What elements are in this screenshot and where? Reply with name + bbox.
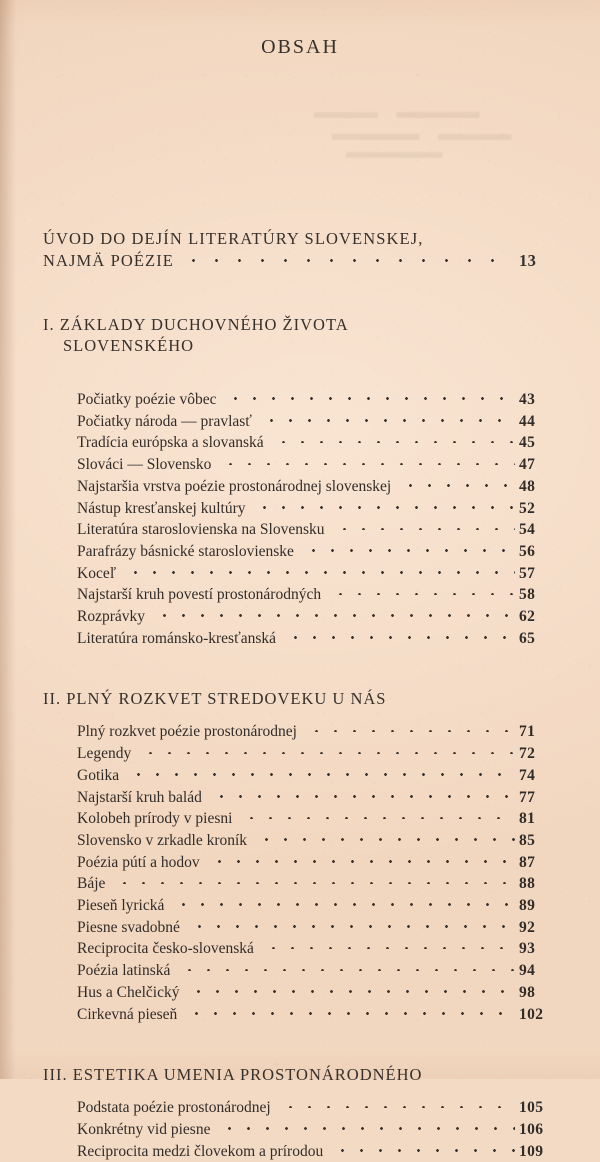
toc-entry-page: 77 xyxy=(519,788,536,806)
toc-entry-label: Poézia pútí a hodov xyxy=(77,853,200,871)
toc-entry[interactable] xyxy=(43,410,557,432)
toc-entry-page: 109 xyxy=(519,1142,544,1160)
toc-entry[interactable] xyxy=(43,432,557,454)
toc-entry-page: 52 xyxy=(519,499,536,517)
toc-entry-page: 45 xyxy=(519,434,536,452)
toc-entry[interactable] xyxy=(43,627,557,649)
toc-section-title-1-cont: SLOVENSKÉHO xyxy=(63,335,195,355)
toc-entry[interactable] xyxy=(43,389,557,411)
dot-leader xyxy=(182,249,511,266)
dot-leader xyxy=(174,895,515,911)
dot-leader xyxy=(255,497,515,513)
toc-entry[interactable] xyxy=(43,808,557,830)
toc-entry[interactable] xyxy=(43,519,557,541)
toc-entry-page: 92 xyxy=(519,918,536,936)
toc-entry-page: 48 xyxy=(519,477,536,495)
toc-section-number-3: III. xyxy=(43,1064,68,1084)
toc-entry-label: Literatúra románsko-kresťanská xyxy=(77,629,277,647)
toc-entry-page: 106 xyxy=(519,1120,544,1138)
spacer xyxy=(43,377,557,389)
toc-entry[interactable] xyxy=(43,721,557,743)
dot-leader xyxy=(307,721,515,737)
toc-entry-label: Literatúra staroslovienska na Slovensku xyxy=(77,521,325,539)
dot-leader xyxy=(333,1140,515,1156)
toc-entry[interactable] xyxy=(43,829,557,851)
toc-entry[interactable] xyxy=(43,981,557,1003)
dot-leader xyxy=(262,410,515,426)
toc-entry-list-2 xyxy=(43,721,557,1025)
toc-section-heading-3 xyxy=(43,1043,557,1085)
toc-entry-page: 56 xyxy=(519,542,536,560)
toc-entry-label: Podstata poézie prostonárodnej xyxy=(77,1099,271,1117)
toc-section-title-1: ZÁKLADY DUCHOVNÉHO ŽIVOTA xyxy=(59,314,349,334)
toc-entry-page: 57 xyxy=(519,564,536,582)
toc-section-title-3: ESTETIKA UMENIA PROSTONÁRODNÉHO xyxy=(72,1064,423,1084)
dot-leader xyxy=(257,829,515,845)
spacer xyxy=(43,1085,557,1097)
toc-entry-page: 72 xyxy=(519,745,536,763)
toc-section-heading-2 xyxy=(43,667,557,709)
toc-entry-label: Koceľ xyxy=(77,564,116,582)
dot-leader xyxy=(210,851,515,867)
dot-leader xyxy=(115,873,515,889)
toc-entry-page: 98 xyxy=(519,983,536,1001)
dot-leader xyxy=(141,743,515,759)
toc-entry-label: Pieseň lyrická xyxy=(77,897,165,915)
toc-entry-page: 54 xyxy=(519,521,536,539)
toc-entry[interactable] xyxy=(43,1140,557,1162)
toc-entry-label: Poézia latinská xyxy=(77,962,171,980)
toc-entry[interactable] xyxy=(43,1097,557,1119)
toc-entry[interactable] xyxy=(43,743,557,765)
toc-entry-label: Reciprocita česko-slovenská xyxy=(77,940,254,958)
toc-section-number-1: I. xyxy=(43,314,55,334)
toc-entry-page: 88 xyxy=(519,875,536,893)
toc-entry-label: Počiatky národa — pravlasť xyxy=(77,412,252,430)
toc-entry[interactable] xyxy=(43,851,557,873)
toc-entry[interactable] xyxy=(43,606,557,628)
toc-lead-entry-line2: NAJMÄ POÉZIE xyxy=(43,250,174,270)
toc-entry-label: Gotika xyxy=(77,766,120,784)
dot-leader xyxy=(304,540,515,556)
toc-section-heading-1 xyxy=(43,293,557,377)
toc-entry-label: Hus a Chelčický xyxy=(77,983,180,1001)
toc-entry-label: Legendy xyxy=(77,745,132,763)
toc-section-number-2: II. xyxy=(43,688,62,708)
toc-entry[interactable] xyxy=(43,1118,557,1140)
toc-entry-page: 102 xyxy=(519,1005,544,1023)
toc-lead-entry[interactable] xyxy=(43,228,557,271)
toc-entry-label: Báje xyxy=(77,875,106,893)
toc-entry-label: Najstarší kruh povestí prostonárodných xyxy=(77,586,322,604)
toc-entry[interactable] xyxy=(43,916,557,938)
dot-leader xyxy=(126,562,515,578)
dot-leader xyxy=(331,584,515,600)
toc-entry[interactable] xyxy=(43,938,557,960)
toc-entry-label: Reciprocita medzi človekom a prírodou xyxy=(77,1142,324,1160)
dot-leader xyxy=(264,938,515,954)
toc-entry-page: 71 xyxy=(519,723,536,741)
dot-leader xyxy=(335,519,515,535)
toc-entry-label: Slováci — Slovensko xyxy=(77,456,212,474)
dot-leader xyxy=(281,1097,515,1113)
toc-entry[interactable] xyxy=(43,454,557,476)
toc-entry-label: Nástup kresťanskej kultúry xyxy=(77,499,246,517)
spacer xyxy=(43,1025,557,1043)
toc-entry-page: 44 xyxy=(519,412,536,430)
dot-leader xyxy=(226,389,515,405)
toc-entry[interactable] xyxy=(43,540,557,562)
toc-lead-entry-page: 13 xyxy=(519,250,537,270)
toc-entry[interactable] xyxy=(43,475,557,497)
toc-entry[interactable] xyxy=(43,873,557,895)
toc-entry-page: 93 xyxy=(519,940,536,958)
toc-entry-page: 43 xyxy=(519,391,536,408)
dot-leader xyxy=(221,454,515,470)
toc-section-title-2: PLNÝ ROZKVET STREDOVEKU U NÁS xyxy=(66,688,387,708)
toc-entry-label: Parafrázy básnické staroslovienske xyxy=(77,542,294,560)
toc-entry-label: Počiatky poézie vôbec xyxy=(77,391,217,408)
table-of-contents xyxy=(43,228,557,1162)
toc-entry-page: 58 xyxy=(519,586,536,604)
toc-entry-list-1 xyxy=(43,389,557,649)
toc-entry-label: Rozprávky xyxy=(77,608,146,626)
toc-entry-label: Najstarší kruh balád xyxy=(77,788,202,806)
dot-leader xyxy=(189,981,515,997)
toc-entry-label: Slovensko v zrkadle kroník xyxy=(77,831,248,849)
toc-entry-page: 65 xyxy=(519,629,536,647)
toc-entry-page: 94 xyxy=(519,962,536,980)
toc-entry-page: 74 xyxy=(519,766,536,784)
toc-entry-page: 105 xyxy=(519,1099,544,1117)
toc-entry-label: Konkrétny vid piesne xyxy=(77,1120,211,1138)
toc-entry[interactable] xyxy=(43,562,557,584)
toc-entry-page: 89 xyxy=(519,897,536,915)
toc-entry-label: Cirkevná pieseň xyxy=(77,1005,178,1023)
dot-leader xyxy=(274,432,515,448)
toc-entry-label: Najstaršia vrstva poézie prostonárodnej slovenskej xyxy=(77,477,392,495)
toc-entry-page: 81 xyxy=(519,810,536,828)
toc-entry[interactable] xyxy=(43,497,557,519)
dot-leader xyxy=(187,1003,515,1019)
dot-leader xyxy=(190,916,515,932)
toc-entry[interactable] xyxy=(43,960,557,982)
dot-leader xyxy=(129,764,515,780)
toc-entry-label: Piesne svadobné xyxy=(77,918,180,936)
toc-entry[interactable] xyxy=(43,1003,557,1025)
spacer xyxy=(43,709,557,721)
toc-entry[interactable] xyxy=(43,895,557,917)
page-title: OBSAH xyxy=(261,36,339,58)
toc-entry-list-3 xyxy=(43,1097,557,1162)
toc-entry-page: 85 xyxy=(519,831,536,849)
dot-leader xyxy=(212,786,515,802)
toc-lead-entry-line1: ÚVOD DO DEJÍN LITERATÚRY SLOVENSKEJ, xyxy=(43,229,424,248)
dot-leader xyxy=(155,606,515,622)
toc-entry-page: 47 xyxy=(519,456,536,474)
spacer xyxy=(43,271,557,293)
dot-leader xyxy=(242,808,515,824)
dot-leader xyxy=(220,1118,515,1134)
toc-entry-label: Plný rozkvet poézie prostonárodnej xyxy=(77,723,297,741)
toc-entry[interactable] xyxy=(43,786,557,808)
toc-entry-label: Kolobeh prírody v piesni xyxy=(77,810,233,828)
dot-leader xyxy=(401,475,515,491)
toc-entry-page: 87 xyxy=(519,853,536,871)
spacer xyxy=(43,649,557,667)
toc-entry-page: 62 xyxy=(519,608,536,626)
toc-entry[interactable] xyxy=(43,584,557,606)
dot-leader xyxy=(180,960,515,976)
toc-entry[interactable] xyxy=(43,764,557,786)
dot-leader xyxy=(286,627,515,643)
toc-entry-label: Tradícia európska a slovanská xyxy=(77,434,264,452)
